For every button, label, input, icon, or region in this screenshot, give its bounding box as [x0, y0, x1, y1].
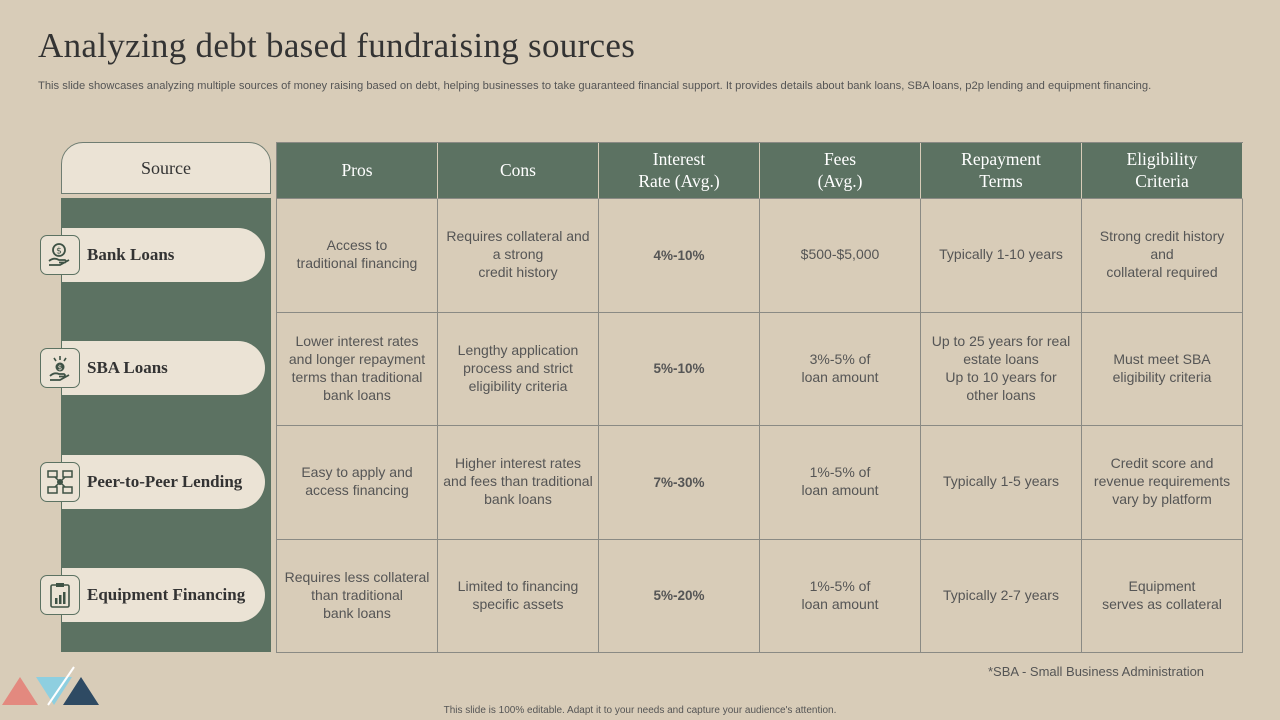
table-cell: 5%-20% — [599, 540, 760, 654]
table-cell: Higher interest rates and fees than traditional bank loans — [438, 426, 599, 540]
svg-text:$: $ — [57, 364, 63, 372]
source-item-p2p-lending — [62, 455, 265, 509]
money-hand-icon — [40, 235, 80, 275]
decorative-triangles-logo — [0, 665, 110, 720]
table-cell: Up to 25 years for real estate loans Up to 10 years for other loans — [921, 313, 1082, 427]
table-cell: Typically 1-5 years — [921, 426, 1082, 540]
table-cell: 7%-30% — [599, 426, 760, 540]
footnote: *SBA - Small Business Administration — [988, 664, 1205, 679]
table-cell: 3%-5% of loan amount — [760, 313, 921, 427]
table-cell: Requires collateral and a strong credit history — [438, 199, 599, 313]
column-header: Interest Rate (Avg.) — [599, 143, 760, 199]
slide-subtitle: This slide showcases analyzing multiple sources of money raising based on debt, helping businesses to take guaranteed financial support. It provides details about bank loans, SBA loans, p2p lending and equipment financing. — [38, 80, 1152, 92]
table-cell: Lengthy application process and strict eligibility criteria — [438, 313, 599, 427]
table-cell: Easy to apply and access financing — [277, 426, 438, 540]
source-item-label: Peer-to-Peer Lending — [87, 472, 243, 491]
table-cell: $500-$5,000 — [760, 199, 921, 313]
table-cell: Strong credit history and collateral required — [1082, 199, 1243, 313]
table-cell: Credit score and revenue requirements vary by platform — [1082, 426, 1243, 540]
svg-text:$: $ — [56, 246, 62, 257]
slide-footer: This slide is 100% editable. Adapt it to your needs and capture your audience's attention. — [443, 705, 837, 716]
source-item-bank-loans — [62, 228, 265, 282]
column-header: Pros — [277, 143, 438, 199]
table-cell: Equipment serves as collateral — [1082, 540, 1243, 654]
source-header: Source — [61, 142, 271, 194]
source-item-label: Bank Loans — [87, 245, 175, 264]
dollar-hand-icon — [40, 348, 80, 388]
table-cell: 4%-10% — [599, 199, 760, 313]
source-item-label: Equipment Financing — [87, 585, 246, 604]
table-cell: Lower interest rates and longer repayment terms than traditional bank loans — [277, 313, 438, 427]
source-item-equipment-financing — [62, 568, 265, 622]
clipboard-chart-icon — [40, 575, 80, 615]
source-item-label: SBA Loans — [87, 358, 168, 377]
table-cell: Access to traditional financing — [277, 199, 438, 313]
table-cell: Typically 1-10 years — [921, 199, 1082, 313]
column-header: Fees (Avg.) — [760, 143, 921, 199]
network-computers-icon — [40, 462, 80, 502]
source-item-sba-loans — [62, 341, 265, 395]
table-cell: 1%-5% of loan amount — [760, 540, 921, 654]
table-cell: Limited to financing specific assets — [438, 540, 599, 654]
table-cell: 1%-5% of loan amount — [760, 426, 921, 540]
column-header: Eligibility Criteria — [1082, 143, 1243, 199]
comparison-table — [276, 142, 1243, 653]
table-cell: 5%-10% — [599, 313, 760, 427]
table-cell: Typically 2-7 years — [921, 540, 1082, 654]
table-cell: Must meet SBA eligibility criteria — [1082, 313, 1243, 427]
column-header: Cons — [438, 143, 599, 199]
column-header: Repayment Terms — [921, 143, 1082, 199]
slide-title: Analyzing debt based fundraising sources — [38, 26, 636, 65]
table-cell: Requires less collateral than traditional bank loans — [277, 540, 438, 654]
